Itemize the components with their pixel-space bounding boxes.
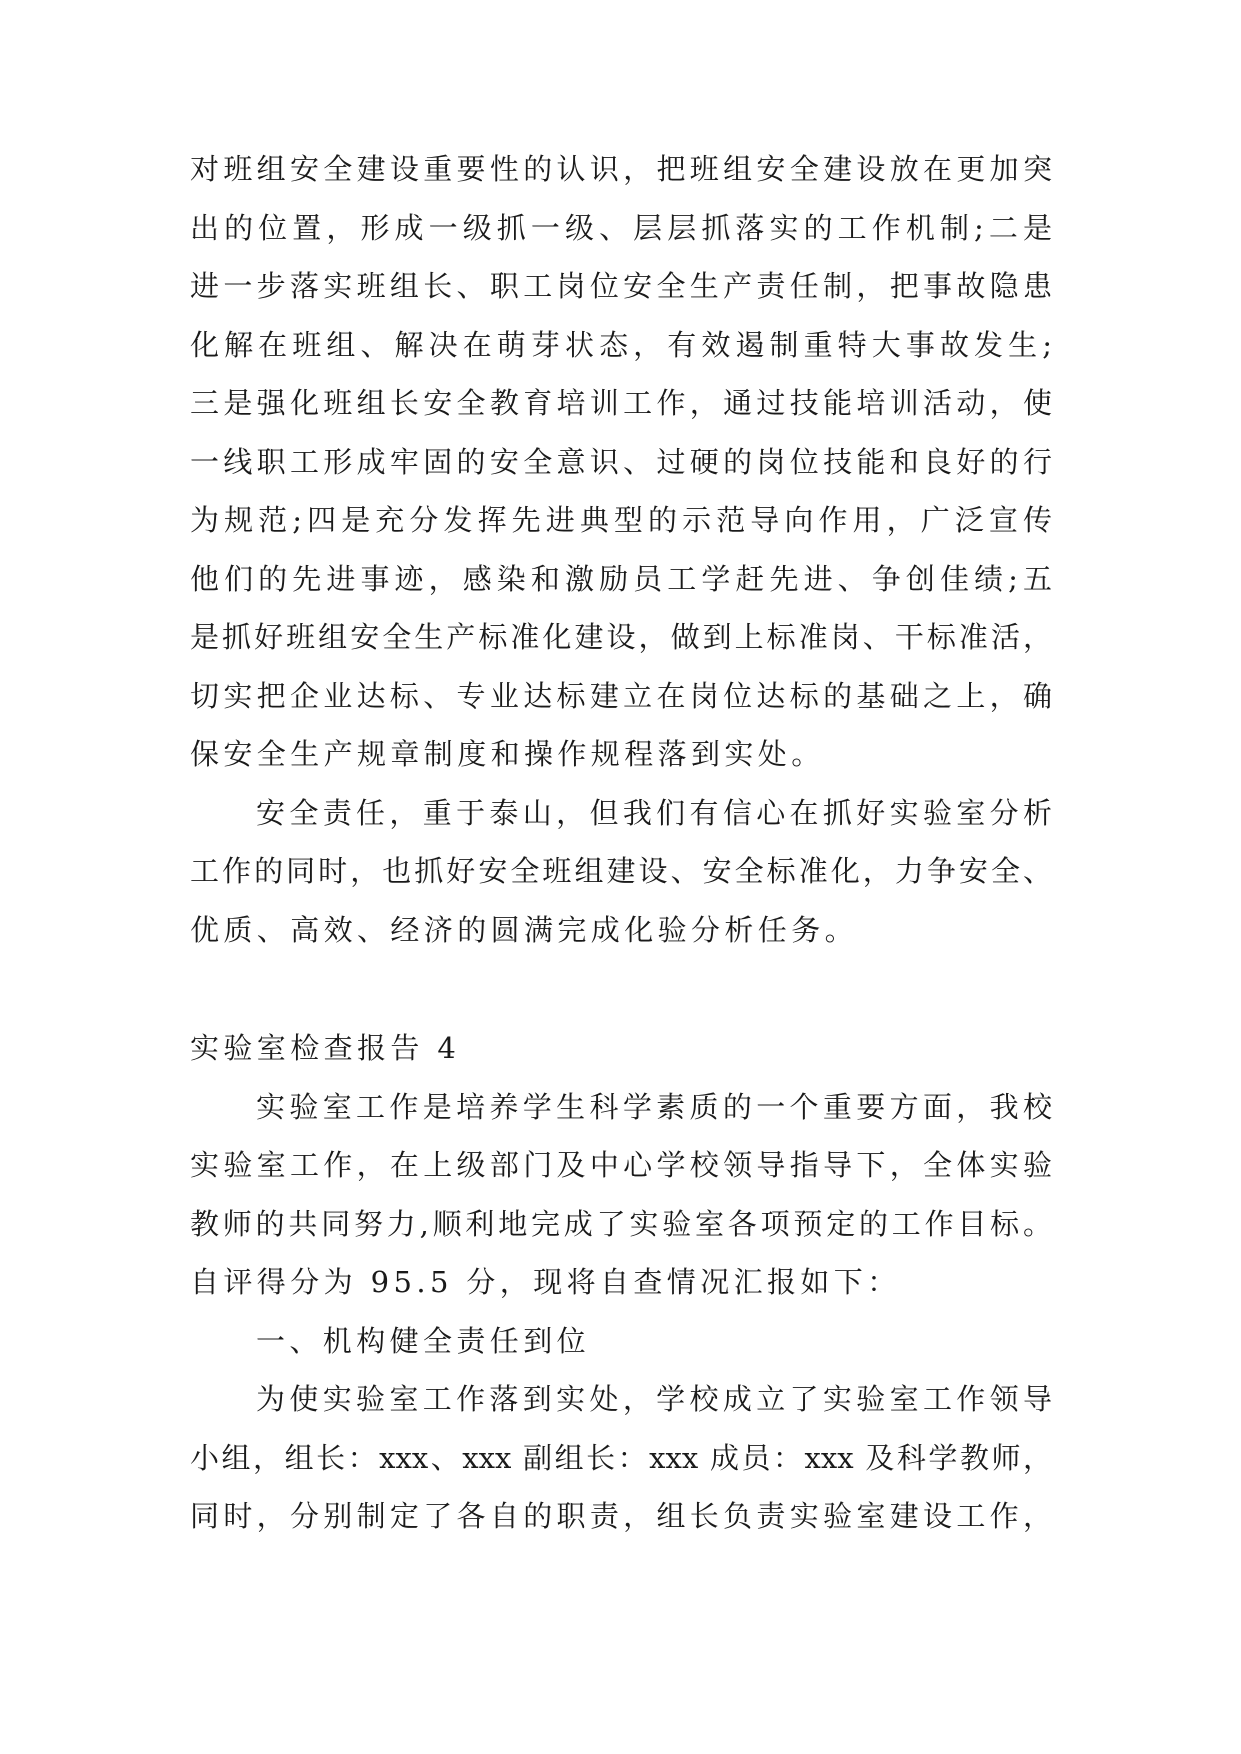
- paragraph-organization: [190, 1370, 1052, 1546]
- text-line: 实验室工作，在上级部门及中心学校领导指导下，全体实验: [190, 1148, 1052, 1182]
- subheading: 一、机构健全责任到位: [256, 1323, 591, 1358]
- text-line: 三是强化班组长安全教育培训工作，通过技能培训活动，使: [190, 386, 1052, 420]
- paragraph-intro: [190, 1078, 1052, 1312]
- text-line: 出的位置，形成一级抓一级、层层抓落实的工作机制;二是: [190, 210, 1052, 245]
- text-line: 切实把企业达标、专业达标建立在岗位达标的基础之上，确: [190, 678, 1052, 713]
- text-line: 优质、高效、经济的圆满完成化验分析任务。: [190, 912, 859, 947]
- document-body: [190, 140, 1052, 1546]
- text-line: 对班组安全建设重要性的认识，把班组安全建设放在更加突: [190, 152, 1052, 186]
- text-line: 为使实验室工作落到实处，学校成立了实验室工作领导: [256, 1382, 1052, 1416]
- text-line: 一线职工形成牢固的安全意识、过硬的岗位技能和良好的行: [190, 444, 1052, 479]
- text-line: 教师的共同努力,顺利地完成了实验室各项预定的工作目标。: [190, 1206, 1052, 1241]
- text-line: 同时，分别制定了各自的职责，组长负责实验室建设工作，: [190, 1499, 1052, 1533]
- paragraph-safety-responsibility: [190, 784, 1052, 960]
- text-line: 自评得分为 95.5 分，现将自查情况汇报如下：: [190, 1265, 901, 1299]
- text-line: 是抓好班组安全生产标准化建设，做到上标准岗、干标准活，: [190, 620, 1052, 654]
- text-line: 工作的同时，也抓好安全班组建设、安全标准化，力争安全、: [190, 854, 1052, 888]
- text-line: 为规范;四是充分发挥先进典型的示范导向作用，广泛宣传: [190, 503, 1052, 537]
- paragraph-safety-measures: [190, 140, 1052, 784]
- text-line: 他们的先进事迹，感染和激励员工学赶先进、争创佳绩;五: [190, 561, 1052, 596]
- section-title: 实验室检查报告 4: [190, 1031, 461, 1065]
- text-line: 安全责任，重于泰山，但我们有信心在抓好实验室分析: [256, 795, 1052, 830]
- text-line: 保安全生产规章制度和操作规程落到实处。: [190, 737, 825, 771]
- section-spacer: [190, 959, 1052, 1019]
- text-line: 化解在班组、解决在萌芽状态，有效遏制重特大事故发生;: [190, 327, 1052, 362]
- text-line: 小组，组长：xxx、xxx 副组长：xxx 成员：xxx 及科学教师，: [190, 1440, 1052, 1475]
- text-line: 进一步落实班组长、职工岗位安全生产责任制，把事故隐患: [190, 269, 1052, 303]
- text-line: 实验室工作是培养学生科学素质的一个重要方面，我校: [256, 1089, 1052, 1124]
